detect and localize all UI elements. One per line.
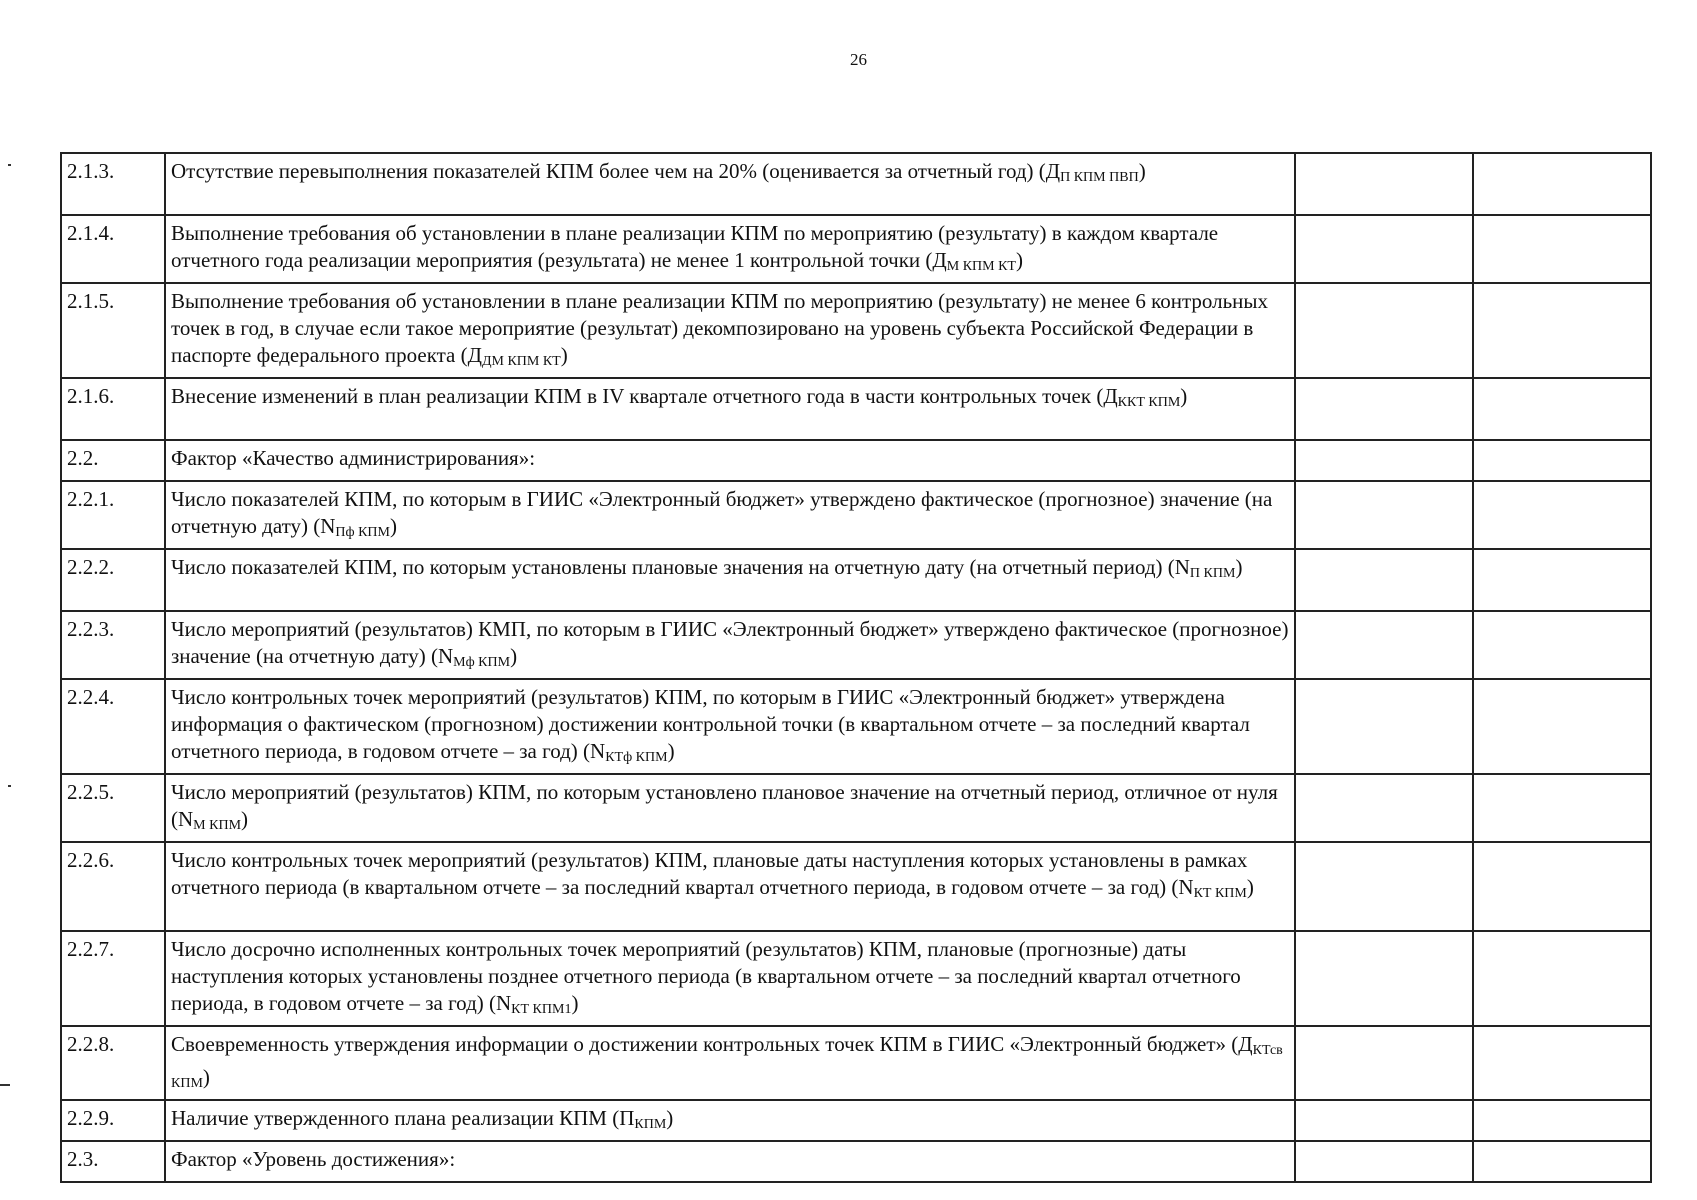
value-cell: [1295, 774, 1473, 842]
value-cell: [1295, 481, 1473, 549]
table-row: [61, 481, 1651, 549]
row-number: 2.1.5.: [61, 283, 165, 378]
row-text: Отсутствие перевыполнения показателей КПМ более чем на 20% (оценивается за отчетный год) $(Д_{П КПМ ПВП})$: [165, 153, 1295, 215]
table-row: [61, 283, 1651, 378]
row-number: 2.2.6.: [61, 842, 165, 931]
row-number: 2.2.1.: [61, 481, 165, 549]
row-number: 2.2.8.: [61, 1026, 165, 1100]
table-row: [61, 1141, 1651, 1182]
row-number: 2.2.: [61, 440, 165, 481]
row-text: Фактор «Уровень достижения»:: [165, 1141, 1295, 1182]
row-number: 2.1.6.: [61, 378, 165, 440]
row-text: Фактор «Качество администрирования»:: [165, 440, 1295, 481]
table-row: [61, 549, 1651, 611]
value-cell: [1473, 774, 1651, 842]
page-number: 26: [850, 50, 867, 69]
value-cell: [1473, 1100, 1651, 1141]
table-row: [61, 1026, 1651, 1100]
row-number: 2.1.4.: [61, 215, 165, 283]
value-cell: [1295, 1100, 1473, 1141]
value-cell: [1473, 549, 1651, 611]
scan-mark: [8, 785, 11, 787]
scan-mark: [0, 1084, 10, 1086]
table-row: [61, 378, 1651, 440]
table-row: [61, 842, 1651, 931]
row-text: Число контрольных точек мероприятий (результатов) КПМ, по которым в ГИИС «Электронный бюджет» утверждена информация о фактическом (прогнозном) достижении контрольной точки (в квартальном отчете – за последний квартал отчетного периода, в годовом отчете – за год) $(N_{КТф КПМ})$: [165, 679, 1295, 774]
row-text: Число показателей КПМ, по которым в ГИИС «Электронный бюджет» утверждено фактическое (прогнозное) значение (на отчетную дату) $(N_{Пф КПМ})$: [165, 481, 1295, 549]
row-text: Выполнение требования об установлении в плане реализации КПМ по мероприятию (результату) не менее 6 контрольных точек в год, в случае если такое мероприятие (результат) декомпозировано на уровень субъекта Российской Федерации в паспорте федерального проекта $(Д_{ДМ КПМ КТ})$: [165, 283, 1295, 378]
value-cell: [1295, 1026, 1473, 1100]
row-text: Своевременность утверждения информации о достижении контрольных точек КПМ в ГИИС «Электронный бюджет» $(Д_{КТсв КПМ})$: [165, 1026, 1295, 1100]
value-cell: [1295, 215, 1473, 283]
row-number: 2.1.3.: [61, 153, 165, 215]
value-cell: [1473, 481, 1651, 549]
value-cell: [1473, 931, 1651, 1026]
row-number: 2.2.2.: [61, 549, 165, 611]
row-text: Число контрольных точек мероприятий (результатов) КПМ, плановые даты наступления которых установлены в рамках отчетного периода (в квартальном отчете – за последний квартал отчетного периода, в годовом отчете – за год) $(N_{КТ КПМ})$: [165, 842, 1295, 931]
row-text: Число мероприятий (результатов) КМП, по которым в ГИИС «Электронный бюджет» утверждено фактическое (прогнозное) значение (на отчетную дату) $(N_{Мф КПМ})$: [165, 611, 1295, 679]
value-cell: [1473, 440, 1651, 481]
value-cell: [1473, 283, 1651, 378]
value-cell: [1295, 153, 1473, 215]
table-row: [61, 440, 1651, 481]
value-cell: [1473, 378, 1651, 440]
value-cell: [1295, 679, 1473, 774]
table-body: [61, 153, 1651, 1182]
value-cell: [1295, 440, 1473, 481]
value-cell: [1295, 611, 1473, 679]
table-row: [61, 153, 1651, 215]
table-row: [61, 931, 1651, 1026]
table-row: [61, 215, 1651, 283]
table-row: [61, 679, 1651, 774]
row-text: Число мероприятий (результатов) КПМ, по которым установлено плановое значение на отчетный период, отличное от нуля $(N_{М КПМ})$: [165, 774, 1295, 842]
row-text: Выполнение требования об установлении в плане реализации КПМ по мероприятию (результату) в каждом квартале отчетного года реализации мероприятия (результата) не менее 1 контрольной точки $(Д_{М КПМ КТ})$: [165, 215, 1295, 283]
row-number: 2.2.3.: [61, 611, 165, 679]
value-cell: [1473, 611, 1651, 679]
value-cell: [1295, 283, 1473, 378]
row-number: 2.2.4.: [61, 679, 165, 774]
value-cell: [1473, 679, 1651, 774]
value-cell: [1473, 842, 1651, 931]
row-text: Число показателей КПМ, по которым установлены плановые значения на отчетную дату (на отчетный период) $(N_{П КПМ})$: [165, 549, 1295, 611]
row-text: Наличие утвержденного плана реализации КПМ $(П_{КПМ})$: [165, 1100, 1295, 1141]
table-row: [61, 611, 1651, 679]
value-cell: [1295, 378, 1473, 440]
row-text: Внесение изменений в план реализации КПМ в IV квартале отчетного года в части контрольных точек $(Д_{ККТ КПМ})$: [165, 378, 1295, 440]
row-number: 2.2.9.: [61, 1100, 165, 1141]
indicator-table: [60, 152, 1652, 1183]
value-cell: [1473, 1026, 1651, 1100]
table-row: [61, 1100, 1651, 1141]
value-cell: [1295, 1141, 1473, 1182]
row-number: 2.3.: [61, 1141, 165, 1182]
row-number: 2.2.7.: [61, 931, 165, 1026]
value-cell: [1473, 153, 1651, 215]
scan-mark: [8, 164, 11, 166]
value-cell: [1473, 215, 1651, 283]
table-row: [61, 774, 1651, 842]
value-cell: [1473, 1141, 1651, 1182]
value-cell: [1295, 931, 1473, 1026]
row-text: Число досрочно исполненных контрольных точек мероприятий (результатов) КПМ, плановые (прогнозные) даты наступления которых установлены позднее отчетного периода (в квартальном отчете – за последний квартал отчетного периода, в годовом отчете – за год) $(N_{КТ КПМ1})$: [165, 931, 1295, 1026]
value-cell: [1295, 549, 1473, 611]
row-number: 2.2.5.: [61, 774, 165, 842]
value-cell: [1295, 842, 1473, 931]
